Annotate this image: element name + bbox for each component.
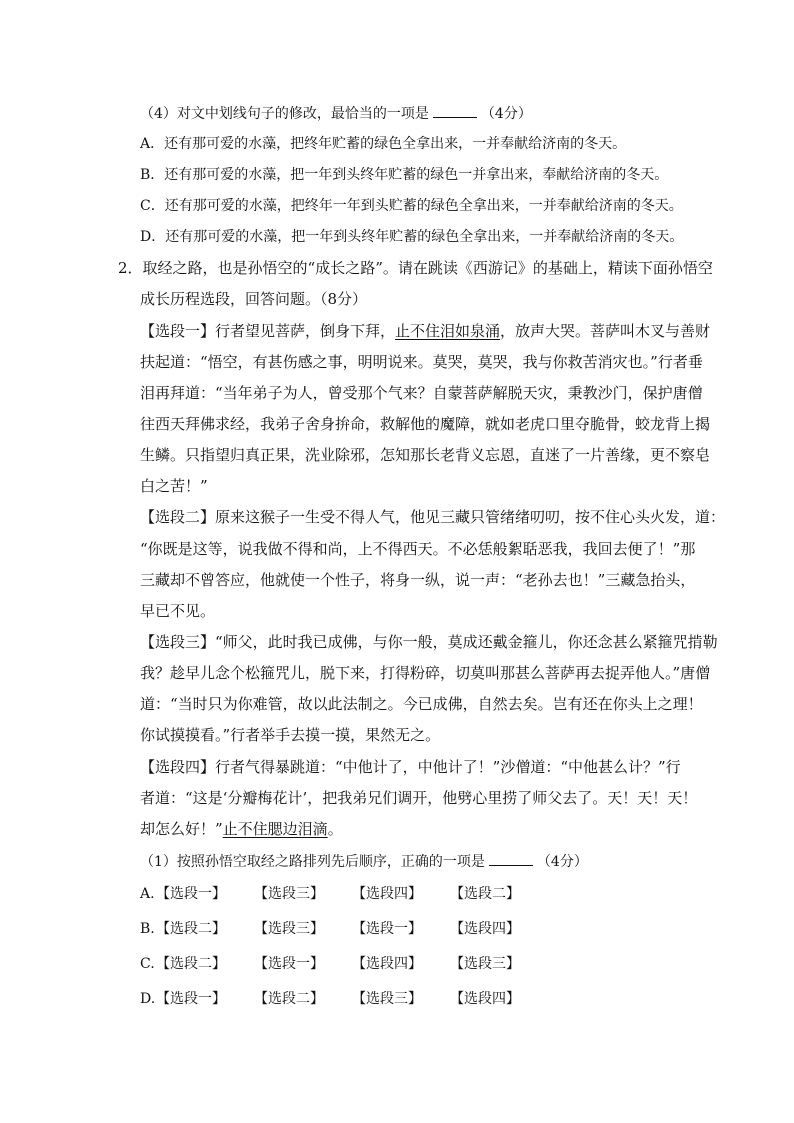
passage1-line-2: 扶起道：“悟空，有甚伤感之事，明明说来。莫哭，莫哭，我与你救苦消灾也。”行者垂 xyxy=(140,353,703,371)
option-item: 【选段三】 xyxy=(352,991,422,1007)
passage3-line-4: 你试摸摸看。”行者举手去摸一摸，果然无之。 xyxy=(140,726,441,744)
sub1-option-d xyxy=(140,989,548,1009)
option-item: 【选段一】 xyxy=(254,956,324,972)
q2-intro-line-1: 2．取经之路，也是孙悟空的“成长之路”。请在跳读《西游记》的基础上，精读下面孙悟空 xyxy=(118,259,713,277)
option-letter: B. xyxy=(140,921,155,937)
passage1-underlined: 止不住泪如泉涌 xyxy=(395,322,501,340)
option-item: 【选段三】 xyxy=(254,921,324,937)
q4-score: （4分） xyxy=(480,106,532,122)
option-item: 【选段二】 xyxy=(450,886,520,902)
option-letter: C. xyxy=(140,956,155,972)
option-item: 【选段二】 xyxy=(156,956,226,972)
option-item: 【选段四】 xyxy=(352,886,422,902)
passage4-text: 。 xyxy=(327,820,343,838)
q4-stem xyxy=(140,103,532,124)
option-item: 【选段四】 xyxy=(352,956,422,972)
sub1-stem-text: （1）按照孙悟空取经之路排列先后顺序，正确的一项是 xyxy=(140,854,485,870)
passage1-text: ，放声大哭。菩萨叫木叉与善财 xyxy=(500,322,711,340)
passage4-underlined: 止不住腮边泪滴 xyxy=(222,820,328,838)
option-item: 【选段四】 xyxy=(450,991,520,1007)
passage1-line-3: 泪再拜道：“当年弟子为人，曾受那个气来？自蒙菩萨解脱天灾，秉教沙门，保护唐僧 xyxy=(140,384,703,402)
passage4-text: 却怎么好！” xyxy=(140,820,223,838)
passage3-line-2: 我？趁早儿念个松箍咒儿，脱下来，打得粉碎，切莫叫那甚么菩萨再去捉弄他人。”唐僧 xyxy=(140,664,711,682)
passage3-line-1: 【选段三】“师父，此时我已成佛，与你一般，莫成还戴金箍儿，你还念甚么紧箍咒掯勒 xyxy=(140,633,718,651)
q4-stem-text: （4）对文中划线句子的修改，最恰当的一项是 xyxy=(140,106,429,122)
sub1-score: （4分） xyxy=(536,854,588,870)
passage4-line-1: 【选段四】行者气得暴跳道：“中他计了，中他计了！”沙僧道：“中他甚么计？”行 xyxy=(140,758,681,776)
passage3-line-3: 道：“当时只为你难管，故以此法制之。今已成佛，自然去矣。岂有还在你头上之理！ xyxy=(140,695,703,713)
option-item: 【选段一】 xyxy=(156,886,226,902)
option-item: 【选段三】 xyxy=(254,886,324,902)
q4-option-b: B．还有那可爱的水藻，把一年到头终年贮蓄的绿色一并拿出来，奉献给济南的冬天。 xyxy=(140,167,669,183)
option-item: 【选段三】 xyxy=(450,956,520,972)
q4-option-d: D．还有那可爱的水藻，把一年到头终年贮蓄的绿色全拿出来，一并奉献给济南的冬天。 xyxy=(140,229,684,245)
passage1-text: 【选段一】行者望见菩萨，倒身下拜， xyxy=(140,322,396,340)
option-letter: A. xyxy=(140,886,155,902)
option-letter: D. xyxy=(140,991,156,1007)
passage1-line-1 xyxy=(140,321,710,341)
sub1-stem xyxy=(140,851,588,872)
option-item: 【选段一】 xyxy=(156,991,226,1007)
passage4-line-3 xyxy=(140,819,343,839)
passage4-line-2: 者道：“这是‘分瓣梅花计’，把我弟兄们调开，他劈心里捞了师父去了。天！天！天！ xyxy=(140,789,698,807)
option-item: 【选段一】 xyxy=(352,921,422,937)
option-item: 【选段四】 xyxy=(450,921,520,937)
q4-option-c: C．还有那可爱的水藻，把终年一年到头贮蓄的绿色全拿出来，一并奉献给济南的冬天。 xyxy=(140,198,683,214)
passage1-line-4: 往西天拜佛求经，我弟子舍身拚命，救解他的魔障，就如老虎口里夺脆骨，蛟龙背上揭 xyxy=(140,415,711,433)
q4-option-a: A．还有那可爱的水藻，把终年贮蓄的绿色全拿出来，一并奉献给济南的冬天。 xyxy=(140,136,627,152)
passage2-line-3: 三藏却不曾答应，他就使一个性子，将身一纵，说一声：“老孙去也！”三藏急抬头， xyxy=(140,571,696,589)
sub1-option-b xyxy=(140,919,548,939)
answer-blank[interactable] xyxy=(433,103,477,118)
passage2-line-4: 早已不见。 xyxy=(140,602,216,620)
sub1-option-a xyxy=(140,884,548,904)
sub1-option-c xyxy=(140,954,548,974)
q2-intro-line-2: 成长历程选段，回答问题。（8分） xyxy=(140,290,368,308)
passage2-line-1: 【选段二】原来这猴子一生受不得人气，他见三藏只管绪绪叨叨，按不住心头火发，道： xyxy=(140,508,726,526)
answer-blank[interactable] xyxy=(489,851,533,866)
option-item: 【选段二】 xyxy=(156,921,226,937)
option-item: 【选段二】 xyxy=(254,991,324,1007)
passage1-line-6: 白之苦！” xyxy=(140,477,208,495)
passage2-line-2: “你既是这等，说我做不得和尚，上不得西天。不必恁般絮聒恶我，我回去便了！”那 xyxy=(140,540,696,558)
passage1-line-5: 生鳞。只指望归真正果，洗业除邪，怎知那长老背义忘恩，直迷了一片善缘，更不察皂 xyxy=(140,446,711,464)
